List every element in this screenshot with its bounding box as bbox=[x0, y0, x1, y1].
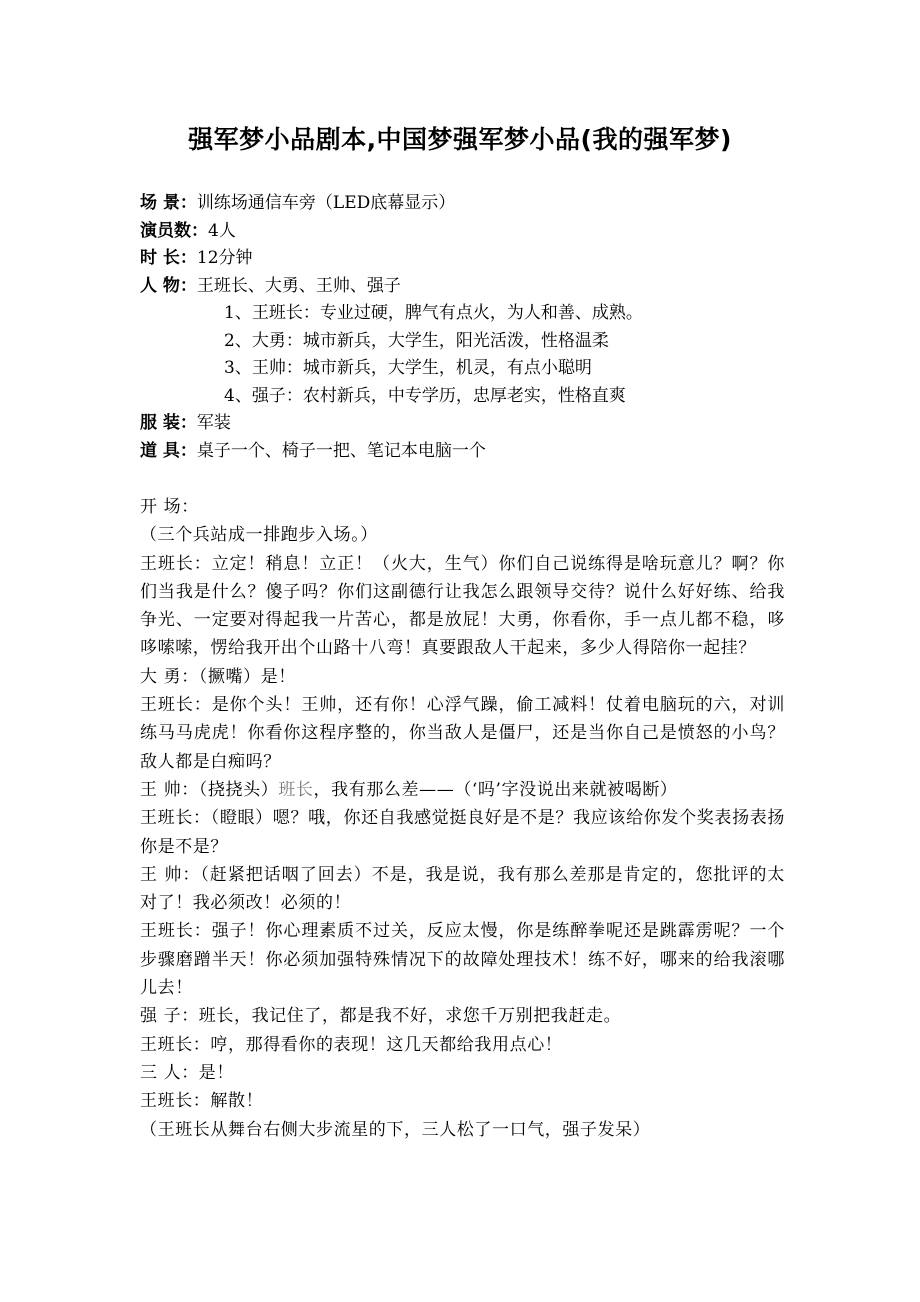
script-line: 王班长：是你个头！王帅，还有你！心浮气躁，偷工减料！仗着电脑玩的六，对训练马马虎虎！你看你这程序整的，你当敌人是僵尸，还是当你自己是愤怒的小鸟？敌人都是白痴吗？ bbox=[140, 695, 785, 772]
info-actors bbox=[140, 218, 785, 246]
script-line: 三 人：是！ bbox=[140, 1062, 235, 1083]
info-label: 场 景： bbox=[140, 193, 197, 213]
script-line: 强 子：班长，我记住了，都是我不好，求您千万别把我赶走。 bbox=[140, 1006, 622, 1027]
info-value: 12分钟 bbox=[196, 248, 253, 268]
info-label: 人 物： bbox=[140, 275, 197, 296]
info-costume bbox=[140, 410, 785, 438]
character-item: 1、王班长：专业过硬，脾气有点火，为人和善、成熟。 bbox=[224, 303, 643, 323]
info-label: 演员数： bbox=[140, 220, 208, 241]
info-label: 服 装： bbox=[140, 413, 197, 433]
script-line: 王班长：（瞪眼）嗯？哦，你还自我感觉挺良好是不是？我应该给你发个奖表扬表扬你是不是？ bbox=[140, 808, 785, 857]
info-characters bbox=[140, 273, 785, 301]
character-item: 4、强子：农村新兵，中专学历，忠厚老实，性格直爽 bbox=[224, 385, 626, 406]
line-prefix: 王 帅：（挠挠头） bbox=[140, 779, 279, 800]
script-line: 王班长：哼，那得看你的表现！这几天都给我用点心！ bbox=[140, 1034, 563, 1055]
script-line: 大 勇：（撅嘴）是！ bbox=[140, 666, 296, 687]
info-label: 时 长： bbox=[140, 248, 197, 268]
page-title: 强军梦小品剧本,中国梦强军梦小品(我的强军梦) bbox=[188, 125, 732, 154]
line-suffix: ，我有那么差——（‘吗’字没说出来就被喝断） bbox=[313, 779, 678, 800]
info-value: 桌子一个、椅子一把、笔记本电脑一个 bbox=[196, 440, 486, 461]
info-value: 训练场通信车旁（LED底幕显示） bbox=[196, 193, 456, 213]
info-label: 道 具： bbox=[140, 440, 197, 461]
script-line: 王班长：立定！稍息！立正！（火大，生气）你们自己说练得是啥玩意儿？啊？你们当我是什么？傻子吗？你们这副德行让我怎么跟领导交待？说什么好好练、给我争光、一定要对得起我一片苦心，都是放屁！大勇，你看你，手一点儿都不稳，哆哆嗦嗦，愣给我开出个山路十八弯！真要跟敌人干起来，多少人得陪你一起挂？ bbox=[140, 553, 785, 659]
info-props bbox=[140, 438, 785, 466]
info-duration bbox=[140, 245, 785, 273]
script-line: 王班长：强子！你心理素质不过关，反应太慢，你是练醉拳呢还是跳霹雳呢？一个步骤磨蹭半天！你必须加强特殊情况下的故障处理技术！练不好，哪来的给我滚哪儿去！ bbox=[140, 921, 785, 999]
character-item: 3、王帅：城市新兵，大学生，机灵，有点小聪明 bbox=[224, 358, 592, 378]
script-line: （王班长从舞台右侧大步流星的下，三人松了一口气，强子发呆） bbox=[140, 1119, 651, 1140]
script-line: （三个兵站成一排跑步入场。） bbox=[140, 525, 378, 546]
script-content bbox=[140, 190, 785, 1144]
info-scene bbox=[140, 190, 785, 218]
gray-text: 班长 bbox=[278, 779, 314, 800]
script-line: 王班长：解散！ bbox=[140, 1091, 264, 1112]
info-value: 4人 bbox=[208, 220, 236, 241]
script-line bbox=[140, 776, 785, 804]
spacer bbox=[140, 465, 785, 493]
character-item: 2、大勇：城市新兵，大学生，阳光活泼，性格温柔 bbox=[224, 330, 609, 351]
info-value: 王班长、大勇、王帅、强子 bbox=[196, 275, 401, 296]
script-line: 开 场： bbox=[140, 497, 199, 517]
script-line: 王 帅：（赶紧把话咽了回去）不是，我是说，我有那么差那是肯定的，您批评的太对了！我必须改！必须的！ bbox=[140, 864, 785, 914]
info-value: 军装 bbox=[196, 413, 231, 433]
